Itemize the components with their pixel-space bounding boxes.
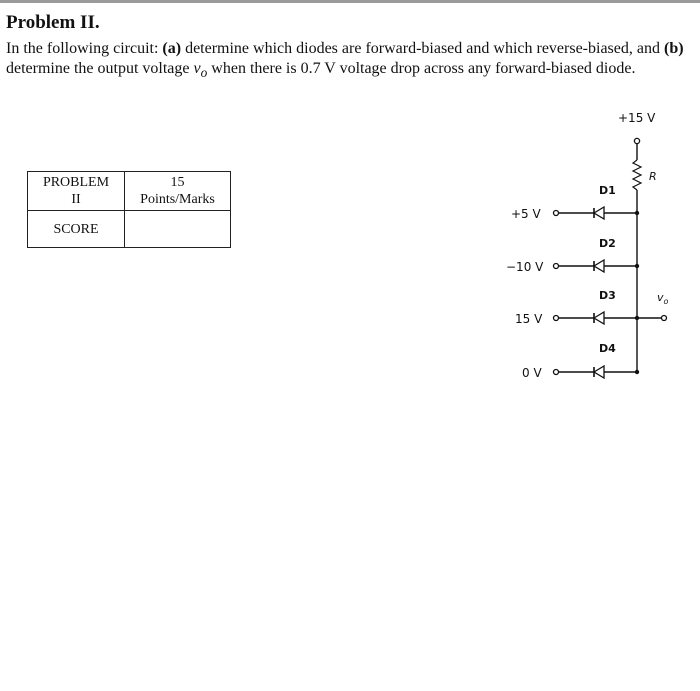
score-table-row-header [28,172,231,211]
supply-terminal [634,138,639,143]
vo-variable: v [193,59,201,77]
diode-d2-input-terminal [554,264,559,269]
problem-cell [28,172,125,211]
diode-d1-symbol [594,207,604,219]
diode-d3-symbol [594,312,604,324]
diode-d4-input-label: 0 V [522,366,542,380]
diode-d2-junction-dot [635,264,639,268]
tail-text: when there is 0.7 V voltage drop across any forward-biased diode. [207,59,636,77]
diode-d1-junction-dot [635,211,639,215]
intro-text: In the following circuit: [6,40,163,57]
part-b-label: (b) [663,40,684,57]
points-value: 15 [170,175,185,190]
diode-d3-input-label: 15 V [515,312,543,326]
supply-label: +15 V [618,111,656,125]
vo-symbol [193,59,208,80]
output-variable: v [657,291,664,304]
resistor-symbol [633,160,641,190]
problem-label: PROBLEM [42,175,110,190]
output-label [657,291,669,306]
diode-d1-input-label: +5 V [511,207,541,221]
diode-d3-junction-dot [635,316,639,320]
diode-d4-junction-dot [635,370,639,374]
diode-d2-symbol [594,260,604,272]
output-subscript: o [663,297,669,306]
diode-d1-label: D1 [599,184,616,197]
output-terminal [662,316,667,321]
diode-d2-label: D2 [599,237,616,250]
diode-d3-input-terminal [554,316,559,321]
diode-d4-symbol [594,366,604,378]
part-a-label: (a) [162,40,182,57]
points-cell [125,172,231,211]
resistor-label: R [649,170,657,183]
diode-d4-label: D4 [599,342,616,355]
diode-d2-input-label: −10 V [506,260,544,274]
problem-statement [6,39,696,82]
score-table-row-score [28,211,231,248]
score-value-cell [125,211,231,248]
part-b-text: determine the output voltage [6,59,194,77]
circuit-diagram [490,100,690,390]
part-a-text: determine which diodes are forward-biased and which reverse-biased, and [181,40,664,57]
top-border-line [0,0,700,3]
diode-d3-label: D3 [599,289,616,302]
diode-d1-input-terminal [554,211,559,216]
vo-subscript: o [200,64,208,80]
points-label: Points/Marks [140,192,215,207]
problem-title: Problem II. [6,12,100,33]
problem-number: II [71,192,81,207]
score-label: SCORE [28,211,125,248]
diode-d4-input-terminal [554,370,559,375]
score-table [27,171,231,248]
